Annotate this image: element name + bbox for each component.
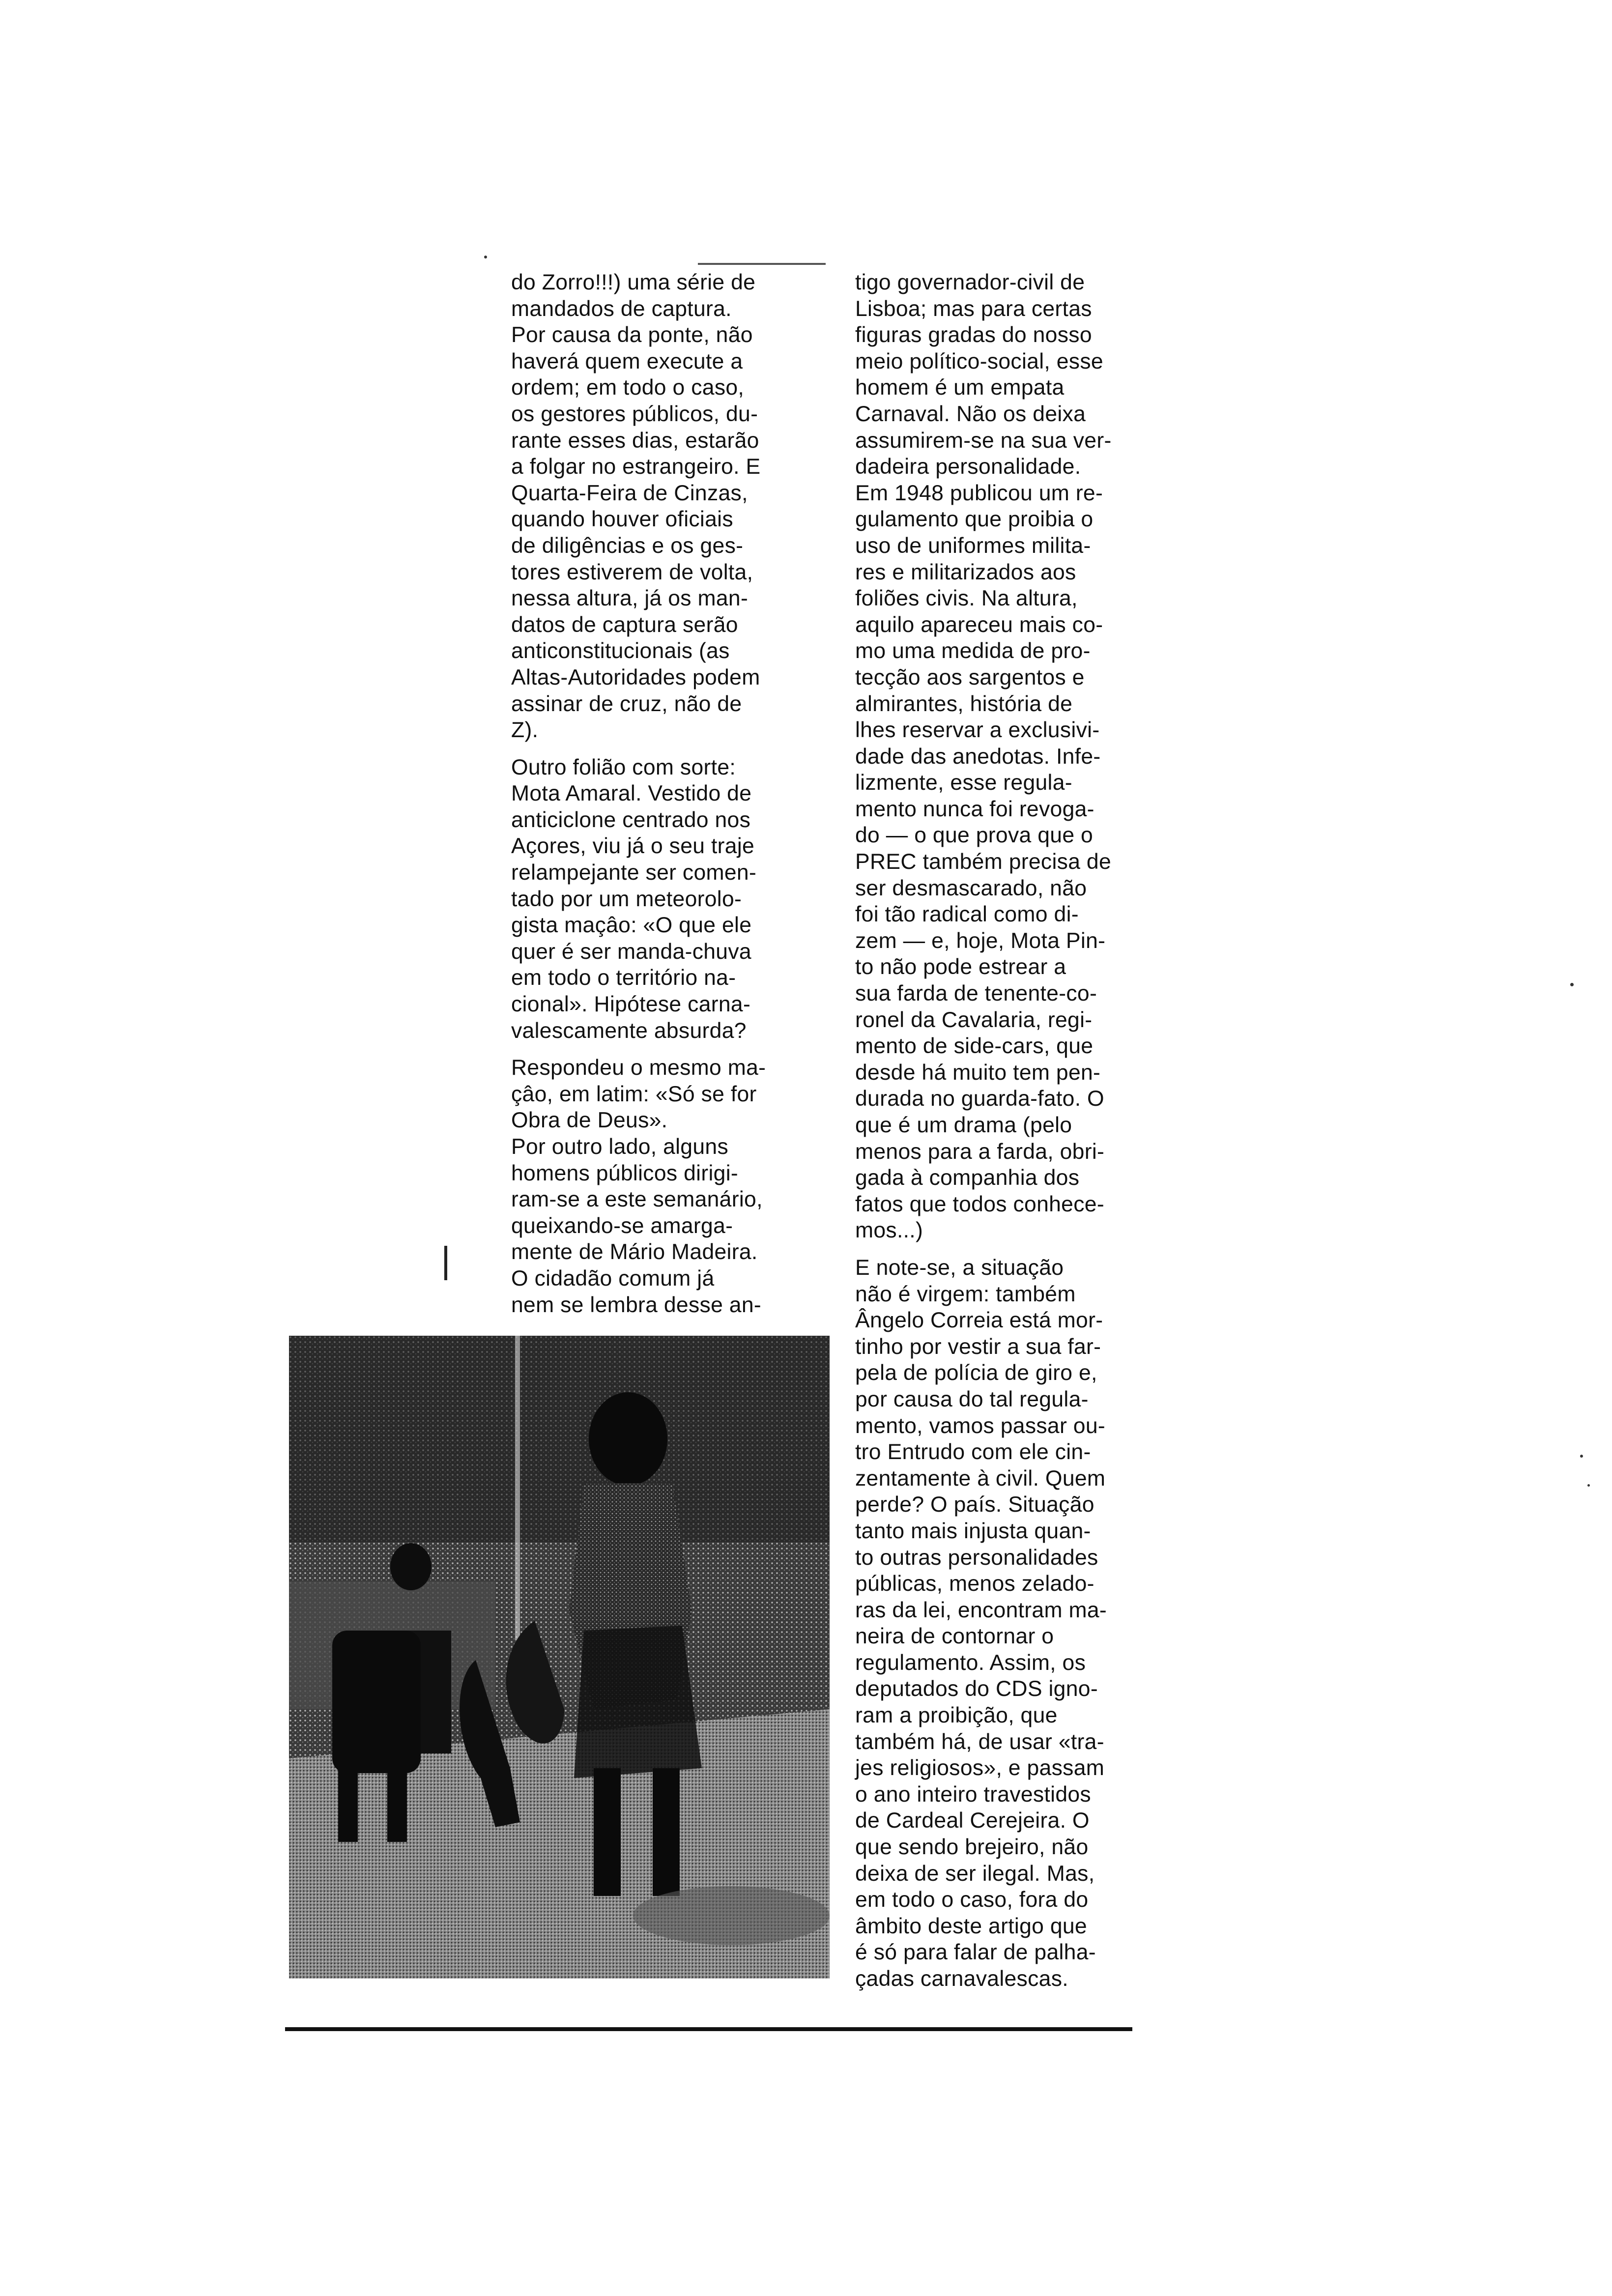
- article-line: nessa altura, já os man-: [511, 586, 748, 611]
- article-line: tro Entrudo com ele cin-: [855, 1440, 1091, 1464]
- paragraph-gap: [511, 744, 826, 754]
- article-line: durada no guarda-fato. O: [855, 1087, 1104, 1111]
- article-line: foi tão radical como di-: [855, 902, 1079, 927]
- article-line: tinho por vestir a sua far-: [855, 1334, 1101, 1359]
- article-line: queixando-se amarga-: [511, 1213, 733, 1238]
- article-line: Altas-Autoridades podem: [511, 665, 760, 689]
- bottom-rule: [285, 2027, 1132, 2031]
- article-line: relampejante ser comen-: [511, 861, 757, 885]
- article-line: Respondeu o mesmo ma-: [511, 1056, 766, 1080]
- article-line: mos...): [855, 1218, 923, 1243]
- article-line: deputados do CDS igno-: [855, 1677, 1098, 1701]
- article-line: mento, vamos passar ou-: [855, 1413, 1105, 1438]
- article-line: homens públicos dirigi-: [511, 1161, 739, 1185]
- article-line: deixa de ser ilegal. Mas,: [855, 1861, 1095, 1886]
- article-line: ras da lei, encontram ma-: [855, 1598, 1107, 1622]
- article-line: âmbito deste artigo que: [855, 1914, 1087, 1938]
- article-line: Mota Amaral. Vestido de: [511, 781, 752, 806]
- article-line: lhes reservar a exclusivi-: [855, 718, 1100, 743]
- article-line: menos para a farda, obri-: [855, 1139, 1105, 1164]
- article-line: homem é um empata: [855, 375, 1065, 400]
- article-line: figuras gradas do nosso: [855, 323, 1092, 347]
- article-line: neira de contornar o: [855, 1624, 1054, 1649]
- article-line: zem — e, hoje, Mota Pin-: [855, 928, 1106, 953]
- article-line: de Cardeal Cerejeira. O: [855, 1808, 1090, 1833]
- article-line: nem se lembra desse an-: [511, 1292, 762, 1317]
- article-line: o ano inteiro travestidos: [855, 1782, 1091, 1807]
- article-line: tigo governador-civil de: [855, 270, 1085, 294]
- article-line: mo uma medida de pro-: [855, 639, 1091, 663]
- article-line: pela de polícia de giro e,: [855, 1361, 1097, 1385]
- article-line: Obra de Deus».: [511, 1108, 668, 1133]
- article-line: PREC também precisa de: [855, 850, 1112, 874]
- article-line: também há, de usar «tra-: [855, 1729, 1104, 1754]
- article-line: lizmente, esse regula-: [855, 771, 1072, 795]
- article-line: os gestores públicos, du-: [511, 402, 758, 426]
- article-line: ordem; em todo o caso,: [511, 375, 745, 400]
- article-line: Em 1948 publicou um re-: [855, 481, 1103, 505]
- article-line: do Zorro!!!) uma série de: [511, 270, 756, 294]
- article-line: Z).: [511, 718, 539, 743]
- article-line: E note-se, a situação: [855, 1255, 1064, 1280]
- scan-speck: [1570, 983, 1574, 986]
- article-line: çâo, em latim: «Só se for: [511, 1082, 757, 1106]
- article-line: res e militarizados aos: [855, 560, 1076, 584]
- halftone-photo: [289, 1336, 830, 1979]
- article-line: gulamento que proibia o: [855, 507, 1094, 532]
- article-line: rante esses dias, estarão: [511, 428, 759, 453]
- article-line: assumirem-se na sua ver-: [855, 428, 1112, 453]
- article-line: por causa do tal regula-: [855, 1387, 1089, 1411]
- article-line: to outras personalidades: [855, 1545, 1098, 1570]
- article-line: cional». Hipótese carna-: [511, 992, 751, 1017]
- article-line: tado por um meteorolo-: [511, 887, 742, 911]
- article-line: mento nunca foi revoga-: [855, 797, 1094, 821]
- article-line: tanto mais injusta quan-: [855, 1519, 1091, 1543]
- article-line: Lisboa; mas para certas: [855, 296, 1092, 321]
- article-line: datos de captura serão: [511, 612, 738, 637]
- article-line: assinar de cruz, não de: [511, 691, 742, 716]
- article-line: foliões civis. Na altura,: [855, 586, 1078, 611]
- article-line: anticiclone centrado nos: [511, 807, 751, 832]
- article-line: gada à companhia dos: [855, 1166, 1080, 1190]
- article-column-right: [855, 269, 1189, 1992]
- scan-speck: [1580, 1455, 1583, 1458]
- article-line: públicas, menos zelado-: [855, 1572, 1094, 1596]
- article-line: gista maçâo: «O que ele: [511, 913, 752, 938]
- article-line: aquilo apareceu mais co-: [855, 612, 1103, 637]
- article-line: tecção aos sargentos e: [855, 665, 1085, 689]
- article-line: ram a proibição, que: [855, 1703, 1058, 1728]
- article-line: to não pode estrear a: [855, 955, 1066, 979]
- top-divider-fragment: [698, 263, 826, 265]
- article-line: jes religiosos», e passam: [855, 1756, 1105, 1780]
- article-line: não é virgem: também: [855, 1282, 1076, 1306]
- article-line: mente de Mário Madeira.: [511, 1240, 758, 1264]
- article-line: ser desmascarado, não: [855, 876, 1087, 900]
- article-line: que é um drama (pelo: [855, 1113, 1072, 1137]
- article-line: dadeira personalidade.: [855, 455, 1081, 479]
- article-line: mandados de captura.: [511, 296, 732, 321]
- article-line: çadas carnavalescas.: [855, 1967, 1068, 1991]
- article-line: fatos que todos conhece-: [855, 1192, 1104, 1216]
- article-line: do — o que prova que o: [855, 823, 1094, 848]
- article-line: Carnaval. Não os deixa: [855, 402, 1086, 426]
- article-column-left: [511, 269, 826, 1318]
- article-line: a folgar no estrangeiro. E: [511, 455, 761, 479]
- article-line: perde? O país. Situação: [855, 1492, 1094, 1517]
- article-line: tores estiverem de volta,: [511, 560, 753, 584]
- article-line: O cidadão comum já: [511, 1266, 715, 1291]
- article-line: sua farda de tenente-co-: [855, 981, 1097, 1006]
- article-line: em todo o caso, fora do: [855, 1888, 1089, 1912]
- article-line: quando houver oficiais: [511, 507, 733, 532]
- photo-children-street-icon: [289, 1336, 830, 1979]
- article-line: quer é ser manda-chuva: [511, 939, 751, 964]
- column-rule-fragment: [444, 1246, 447, 1280]
- paragraph-gap: [855, 1244, 1189, 1255]
- article-line: Outro folião com sorte:: [511, 755, 736, 779]
- article-line: Ângelo Correia está mor-: [855, 1308, 1103, 1333]
- scan-speck: [484, 256, 487, 258]
- article-line: almirantes, história de: [855, 691, 1073, 716]
- scan-speck: [1587, 1484, 1590, 1487]
- article-line: valescamente absurda?: [511, 1018, 747, 1043]
- paragraph-gap: [511, 1044, 826, 1055]
- article-line: ronel da Cavalaria, regi-: [855, 1007, 1093, 1032]
- article-line: haverá quem execute a: [511, 349, 743, 373]
- article-line: zentamente à civil. Quem: [855, 1466, 1106, 1491]
- article-line: Por causa da ponte, não: [511, 323, 753, 347]
- article-line: dade das anedotas. Infe-: [855, 744, 1101, 769]
- article-line: mento de side-cars, que: [855, 1034, 1094, 1059]
- article-line: uso de uniformes milita-: [855, 533, 1091, 558]
- article-line: Por outro lado, alguns: [511, 1135, 728, 1159]
- article-line: Quarta-Feira de Cinzas,: [511, 481, 748, 505]
- article-line: de diligências e os ges-: [511, 533, 744, 558]
- article-line: em todo o território na-: [511, 966, 736, 990]
- article-line: é só para falar de palha-: [855, 1940, 1096, 1965]
- article-line: Açores, viu já o seu traje: [511, 834, 755, 859]
- article-line: desde há muito tem pen-: [855, 1060, 1101, 1085]
- article-line: meio político-social, esse: [855, 349, 1103, 373]
- article-line: ram-se a este semanário,: [511, 1187, 763, 1212]
- article-line: anticonstitucionais (as: [511, 639, 730, 663]
- article-line: que sendo brejeiro, não: [855, 1835, 1089, 1860]
- article-line: regulamento. Assim, os: [855, 1650, 1086, 1675]
